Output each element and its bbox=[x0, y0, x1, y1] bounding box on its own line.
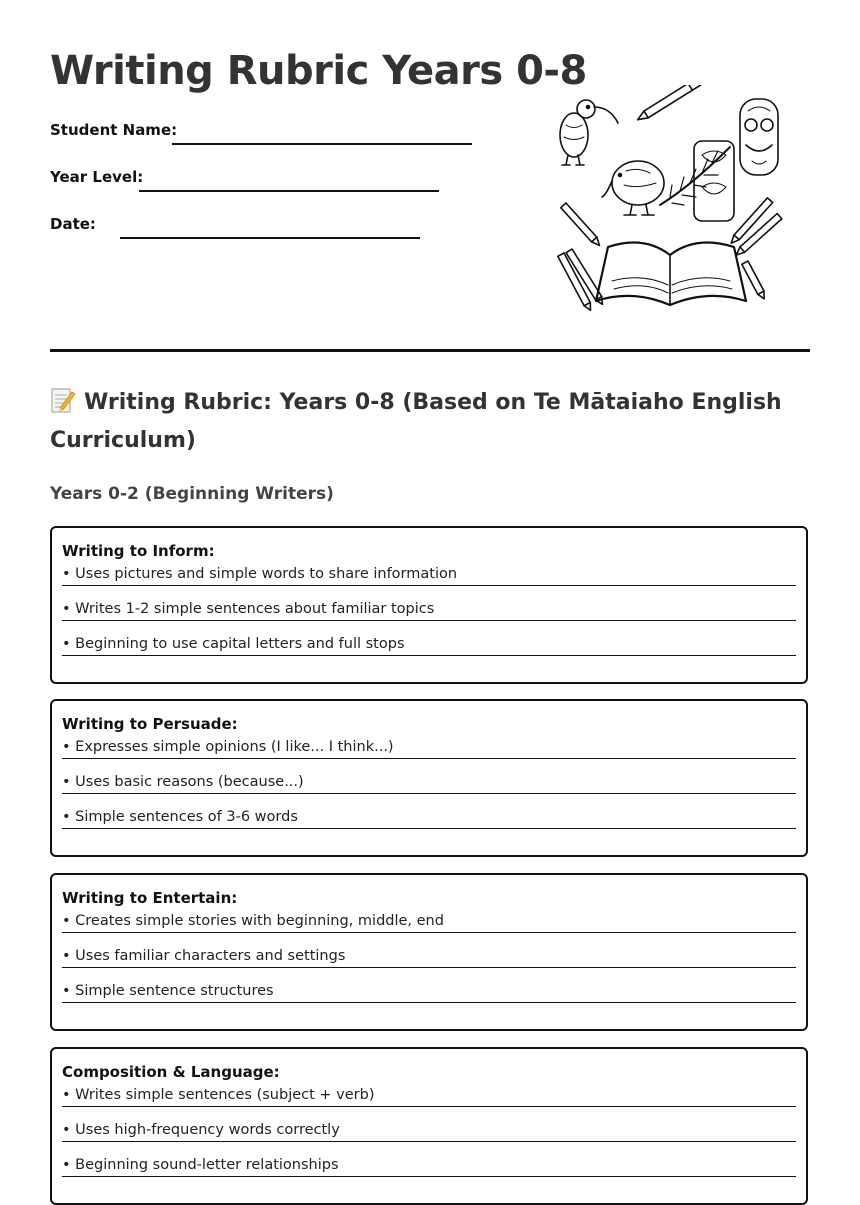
date-field[interactable] bbox=[120, 237, 420, 239]
rubric-item: • Writes 1-2 simple sentences about familiar topics bbox=[62, 597, 796, 621]
date-label: Date: bbox=[50, 215, 96, 233]
student-name-field[interactable] bbox=[172, 143, 472, 145]
year-level-field[interactable] bbox=[139, 190, 439, 192]
rubric-card-entertain bbox=[50, 873, 808, 1031]
rubric-item: • Uses familiar characters and settings bbox=[62, 944, 796, 968]
rubric-item: • Uses basic reasons (because...) bbox=[62, 770, 796, 794]
header-divider bbox=[50, 349, 810, 352]
kiwi-book-pencils-illustration bbox=[552, 85, 787, 315]
card-title: Writing to Inform: bbox=[62, 542, 215, 560]
rubric-item: • Beginning to use capital letters and full stops bbox=[62, 632, 796, 656]
student-name-label: Student Name: bbox=[50, 121, 178, 139]
card-title: Writing to Entertain: bbox=[62, 889, 238, 907]
main-heading-text: Writing Rubric: Years 0-8 (Based on Te Mātaiaho English Curriculum) bbox=[50, 390, 782, 453]
rubric-card-inform bbox=[50, 526, 808, 684]
rubric-item: • Simple sentences of 3-6 words bbox=[62, 805, 796, 829]
rubric-item: • Uses pictures and simple words to share information bbox=[62, 562, 796, 586]
rubric-card-composition bbox=[50, 1047, 808, 1205]
card-title: Composition & Language: bbox=[62, 1063, 280, 1081]
rubric-item: • Uses high-frequency words correctly bbox=[62, 1118, 796, 1142]
rubric-item: • Writes simple sentences (subject + verb) bbox=[62, 1083, 796, 1107]
rubric-item: • Expresses simple opinions (I like... I think...) bbox=[62, 735, 796, 759]
rubric-item: • Simple sentence structures bbox=[62, 979, 796, 1003]
rubric-item: • Beginning sound-letter relationships bbox=[62, 1153, 796, 1177]
card-title: Writing to Persuade: bbox=[62, 715, 238, 733]
page-title: Writing Rubric Years 0-8 bbox=[50, 48, 587, 94]
rubric-item: • Creates simple stories with beginning, middle, end bbox=[62, 909, 796, 933]
memo-icon bbox=[50, 386, 76, 414]
rubric-card-persuade bbox=[50, 699, 808, 857]
year-level-label: Year Level: bbox=[50, 168, 144, 186]
section-heading: Years 0-2 (Beginning Writers) bbox=[50, 484, 334, 504]
main-heading bbox=[50, 384, 790, 460]
